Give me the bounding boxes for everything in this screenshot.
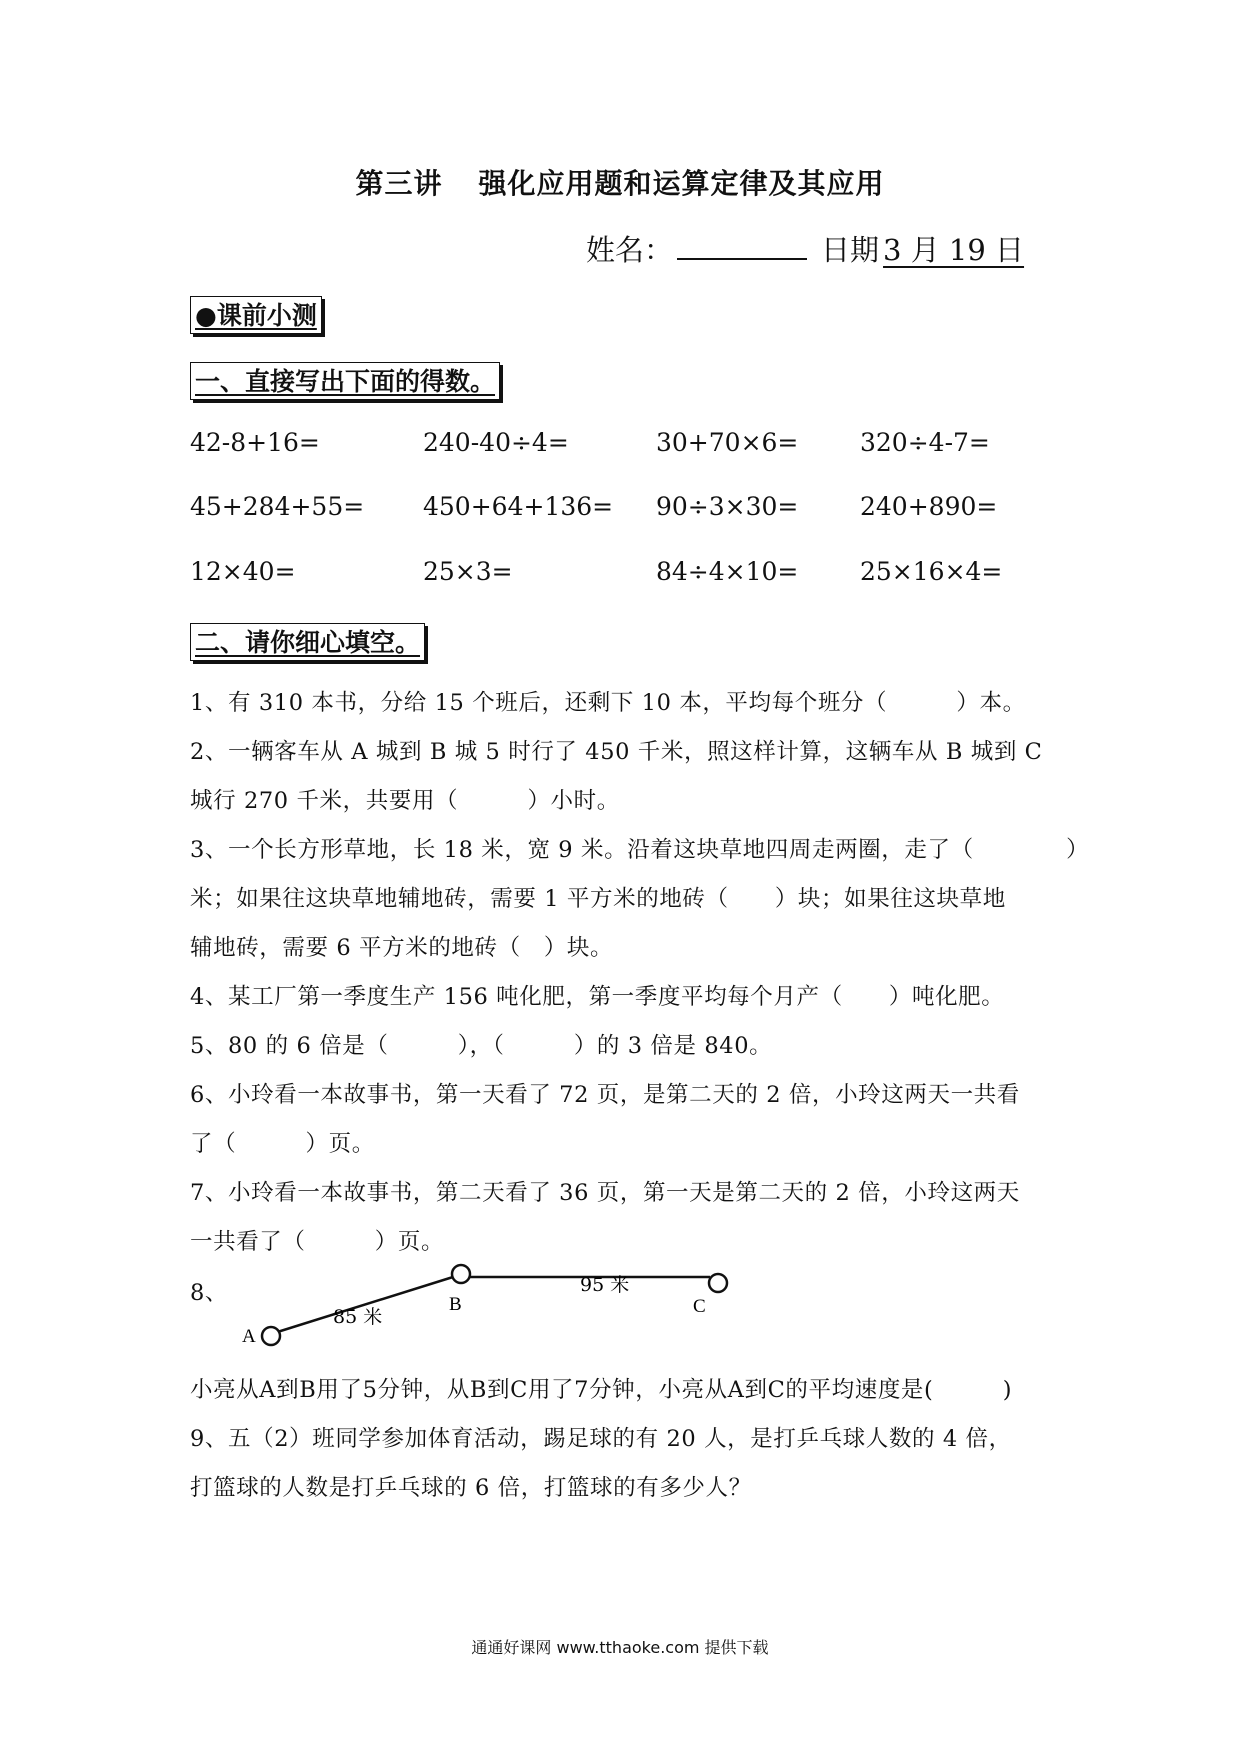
label-b: B	[449, 1294, 462, 1315]
question-line: 4、某工厂第一季度生产 156 吨化肥，第一季度平均每个月产（ ）吨化肥。	[190, 984, 1005, 1010]
calc-item: 45+284+55=	[190, 492, 365, 521]
question-line: 辅地砖，需要 6 平方米的地砖（ ）块。	[190, 935, 614, 961]
title-lecture: 第三讲	[355, 167, 443, 200]
calc-item: 30+70×6=	[656, 428, 799, 457]
question-line: 3、一个长方形草地，长 18 米，宽 9 米。沿着这块草地四周走两圈，走了（ ）	[190, 837, 1090, 863]
section-2-heading: 二、请你细心填空。	[190, 623, 425, 661]
question-line: 9、五（2）班同学参加体育活动，踢足球的有 20 人，是打乒乓球人数的 4 倍，	[190, 1426, 1012, 1452]
calc-item: 25×16×4=	[860, 557, 1003, 586]
section-1-heading: 一、直接写出下面的得数。	[190, 362, 500, 400]
calc-item: 240+890=	[860, 492, 998, 521]
calc-item: 84÷4×10=	[656, 557, 799, 586]
question-line: 1、有 310 本书，分给 15 个班后，还剩下 10 本，平均每个班分（ ）本。	[190, 690, 1026, 716]
calc-item: 450+64+136=	[423, 492, 614, 521]
question-line: 打篮球的人数是打乒乓球的 6 倍，打篮球的有多少人？	[190, 1475, 752, 1501]
distance-bc: 95 米	[580, 1274, 630, 1296]
distance-ab: 85 米	[333, 1306, 383, 1328]
calc-item: 240-40÷4=	[423, 428, 569, 457]
footer-credit: 通通好课网 www.tthaoke.com 提供下载	[471, 1638, 769, 1657]
date-label: 日期	[821, 233, 880, 267]
label-a: A	[242, 1326, 256, 1347]
calc-item: 12×40=	[190, 557, 296, 586]
question-line: 小亮从A到B用了5分钟，从B到C用了7分钟，小亮从A到C的平均速度是( )	[190, 1377, 1013, 1403]
point-a-icon	[262, 1327, 280, 1345]
label-c: C	[693, 1296, 706, 1317]
question-line: 米；如果往这块草地辅地砖，需要 1 平方米的地砖（ ）块；如果往这块草地	[190, 886, 1006, 912]
calc-item: 25×3=	[423, 557, 513, 586]
page-title	[0, 162, 1240, 202]
question-line: 6、小玲看一本故事书，第一天看了 72 页，是第二天的 2 倍，小玲这两天一共看	[190, 1082, 1020, 1108]
question-line: 5、80 的 6 倍是（ ），（ ）的 3 倍是 840。	[190, 1033, 773, 1059]
title-topic: 强化应用题和运算定律及其应用	[478, 167, 885, 200]
question-line: 7、小玲看一本故事书，第二天看了 36 页，第一天是第二天的 2 倍，小玲这两天	[190, 1180, 1020, 1206]
question-line: 一共看了（ ）页。	[190, 1229, 445, 1255]
date-value: 3 月 19 日	[883, 233, 1025, 267]
calc-item: 320÷4-7=	[860, 428, 990, 457]
name-label: 姓名：	[586, 233, 674, 267]
question-number-8: 8、	[190, 1280, 229, 1306]
calc-item: 90÷3×30=	[656, 492, 799, 521]
calc-item: 42-8+16=	[190, 428, 320, 457]
name-date-line	[586, 228, 1028, 269]
pretest-heading: ●课前小测	[190, 296, 322, 334]
question-line: 了（ ）页。	[190, 1131, 375, 1157]
question-line: 城行 270 千米，共要用（ ）小时。	[190, 788, 620, 814]
route-diagram	[240, 1255, 760, 1365]
point-c-icon	[709, 1274, 727, 1292]
question-line: 2、一辆客车从 A 城到 B 城 5 时行了 450 千米，照这样计算，这辆车从 B 城到 C	[190, 739, 1043, 765]
point-b-icon	[452, 1265, 470, 1283]
name-blank[interactable]	[677, 234, 807, 260]
